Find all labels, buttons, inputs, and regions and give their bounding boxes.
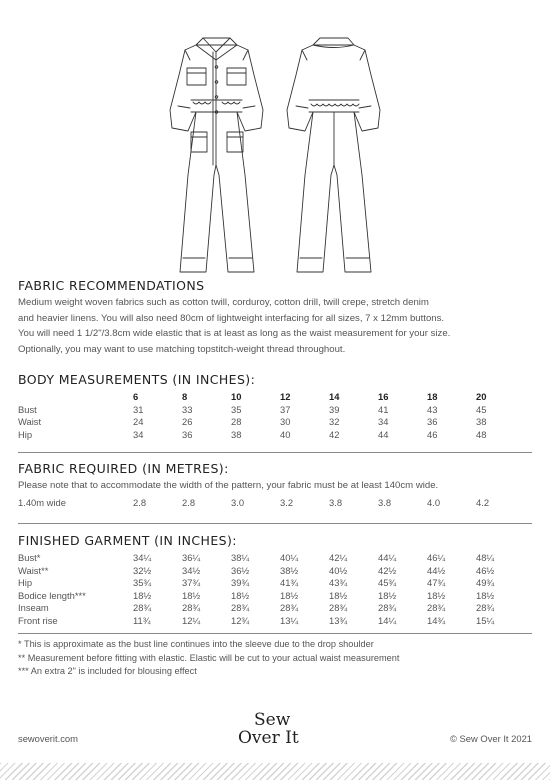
table-cell: 18½ xyxy=(427,589,446,601)
row-label: 1.40m wide xyxy=(18,497,66,508)
table-cell: 3.8 xyxy=(329,497,343,508)
table-cell: 45¾ xyxy=(378,577,397,588)
table-cell: 42¼ xyxy=(329,552,348,563)
row-label: Bust* xyxy=(18,552,41,563)
table-cell: 12¼ xyxy=(182,614,201,626)
table-cell: 28¾ xyxy=(378,602,397,613)
table-cell: 48¼ xyxy=(476,552,495,563)
table-cell: 28¾ xyxy=(329,602,348,613)
table-cell: 3.0 xyxy=(231,497,245,508)
table-cell: 46½ xyxy=(476,564,495,576)
table-cell: 4.2 xyxy=(476,497,490,508)
row-label: Bodice length*** xyxy=(18,589,86,601)
fabric-recommendations-heading: FABRIC RECOMMENDATIONS xyxy=(18,278,205,293)
row-label: Hip xyxy=(18,428,33,440)
size-header: 6 xyxy=(133,391,139,402)
table-cell: 43 xyxy=(427,403,438,415)
size-header: 16 xyxy=(378,391,389,402)
table-cell: 38½ xyxy=(280,564,299,576)
table-cell: 30 xyxy=(280,416,291,427)
table-cell: 42 xyxy=(329,428,340,440)
table-cell: 49¾ xyxy=(476,577,495,588)
logo-line-2: Over It xyxy=(238,728,299,748)
table-cell: 3.2 xyxy=(280,497,294,508)
table-cell: 28¾ xyxy=(133,602,152,613)
table-cell: 36½ xyxy=(231,564,250,576)
table-cell: 42½ xyxy=(378,564,397,576)
table-cell: 46 xyxy=(427,428,438,440)
table-cell: 13¼ xyxy=(280,614,299,626)
table-cell: 36 xyxy=(427,416,438,427)
table-cell: 38 xyxy=(476,416,487,427)
section-divider xyxy=(18,633,532,634)
fabric-line-1: Medium weight woven fabrics such as cotton twill, corduroy, cotton drill, twill crepe, stretch denim xyxy=(18,297,429,308)
table-cell: 37¾ xyxy=(182,577,201,588)
size-header: 8 xyxy=(182,391,188,402)
finished-garment-table xyxy=(18,552,525,627)
decorative-stripe-border xyxy=(0,763,550,780)
table-cell: 34¼ xyxy=(133,552,152,563)
table-cell: 40¼ xyxy=(280,552,299,563)
table-cell: 36 xyxy=(182,428,193,440)
jumpsuit-front-drawing xyxy=(170,38,263,272)
body-measurements-table xyxy=(18,391,525,441)
table-cell: 36¼ xyxy=(182,552,201,563)
row-label: Waist xyxy=(18,416,42,427)
fabric-recommendations-text xyxy=(18,295,536,357)
row-label: Hip xyxy=(18,577,33,588)
copyright: © Sew Over It 2021 xyxy=(450,733,532,744)
table-cell: 18½ xyxy=(378,589,397,601)
table-cell: 34 xyxy=(133,428,144,440)
size-header: 12 xyxy=(280,391,291,402)
fabric-required-table xyxy=(18,497,525,510)
table-row xyxy=(18,497,525,510)
table-cell: 32½ xyxy=(133,564,152,576)
table-cell: 24 xyxy=(133,416,144,427)
table-cell: 18½ xyxy=(329,589,348,601)
table-cell: 2.8 xyxy=(133,497,147,508)
fabric-line-3: You will need 1 1/2"/3.8cm wide elastic that is at least as long as the waist measurement for your size. xyxy=(18,328,451,340)
footnotes xyxy=(18,638,538,679)
table-row xyxy=(18,590,525,603)
table-cell: 38 xyxy=(231,428,242,440)
size-header: 18 xyxy=(427,391,438,402)
size-header-row xyxy=(18,391,525,404)
table-cell: 26 xyxy=(182,416,193,427)
fabric-width-note: Please note that to accommodate the width of the pattern, your fabric must be at least 140cm wide. xyxy=(18,480,439,491)
table-cell: 28¾ xyxy=(280,602,299,613)
website-link[interactable]: sewoverit.com xyxy=(18,733,78,744)
jumpsuit-illustrations xyxy=(0,0,550,282)
table-row xyxy=(18,602,525,615)
table-cell: 28 xyxy=(231,416,242,427)
row-label: Front rise xyxy=(18,614,58,626)
table-cell: 44½ xyxy=(427,564,446,576)
table-cell: 15¼ xyxy=(476,614,495,626)
table-cell: 48 xyxy=(476,428,487,440)
table-cell: 43¾ xyxy=(329,577,348,588)
fabric-line-2: and heavier linens. You will also need 80cm of lightweight interfacing for all sizes, 7 x 12mm buttons. xyxy=(18,312,445,324)
table-cell: 34 xyxy=(378,416,389,427)
footnote: ** Measurement before fitting with elastic. Elastic will be cut to your actual waist measurement xyxy=(18,652,400,663)
table-cell: 18½ xyxy=(280,589,299,601)
jumpsuit-back-drawing xyxy=(287,38,380,272)
table-cell: 28¾ xyxy=(476,602,495,613)
table-row xyxy=(18,552,525,565)
table-cell: 44¼ xyxy=(378,552,397,563)
table-cell: 40 xyxy=(280,428,291,440)
table-cell: 11¾ xyxy=(133,614,151,626)
table-cell: 18½ xyxy=(231,589,250,601)
table-cell: 31 xyxy=(133,403,144,415)
row-label: Inseam xyxy=(18,602,49,613)
table-cell: 3.8 xyxy=(378,497,392,508)
sew-over-it-logo xyxy=(226,710,326,752)
table-cell: 46¼ xyxy=(427,552,446,563)
table-cell: 39¾ xyxy=(231,577,250,588)
table-cell: 35¾ xyxy=(133,577,152,588)
body-measurements-heading: BODY MEASUREMENTS (IN INCHES): xyxy=(18,372,256,387)
table-row xyxy=(18,615,525,628)
size-header: 10 xyxy=(231,391,242,402)
table-row xyxy=(18,416,525,429)
table-cell: 33 xyxy=(182,403,193,415)
section-divider xyxy=(18,523,532,524)
table-cell: 39 xyxy=(329,403,340,415)
table-cell: 28¾ xyxy=(427,602,446,613)
section-divider xyxy=(18,452,532,453)
table-cell: 47¾ xyxy=(427,577,446,588)
size-header: 14 xyxy=(329,391,340,402)
table-cell: 18½ xyxy=(476,589,495,601)
logo-line-1: Sew xyxy=(254,710,291,730)
row-label: Bust xyxy=(18,403,37,415)
table-cell: 4.0 xyxy=(427,497,441,508)
table-cell: 32 xyxy=(329,416,340,427)
table-row xyxy=(18,429,525,442)
table-cell: 28¾ xyxy=(231,602,250,613)
table-row xyxy=(18,404,525,417)
table-cell: 41¾ xyxy=(280,577,299,588)
table-cell: 2.8 xyxy=(182,497,196,508)
table-cell: 40½ xyxy=(329,564,348,576)
fabric-required-heading: FABRIC REQUIRED (IN METRES): xyxy=(18,461,229,476)
table-cell: 44 xyxy=(378,428,389,440)
row-label: Waist** xyxy=(18,564,49,576)
table-row xyxy=(18,577,525,590)
table-cell: 34½ xyxy=(182,564,201,576)
table-cell: 37 xyxy=(280,403,291,415)
table-row xyxy=(18,565,525,578)
table-cell: 14¼ xyxy=(378,614,397,626)
footnote: *** An extra 2" is included for blousing effect xyxy=(18,666,197,676)
table-cell: 14¾ xyxy=(427,614,446,626)
table-cell: 41 xyxy=(378,403,389,415)
table-cell: 38¼ xyxy=(231,552,250,563)
table-cell: 13¾ xyxy=(329,614,348,626)
table-cell: 18½ xyxy=(182,589,201,601)
size-header: 20 xyxy=(476,391,487,402)
table-cell: 18½ xyxy=(133,589,152,601)
table-cell: 28¾ xyxy=(182,602,201,613)
table-cell: 45 xyxy=(476,403,487,415)
table-cell: 12¾ xyxy=(231,614,250,626)
table-cell: 35 xyxy=(231,403,242,415)
finished-garment-heading: FINISHED GARMENT (IN INCHES): xyxy=(18,533,237,548)
footnote: * This is approximate as the bust line continues into the sleeve due to the drop shoulder xyxy=(18,639,374,649)
fabric-line-4: Optionally, you may want to use matching topstitch-weight thread throughout. xyxy=(18,343,346,355)
